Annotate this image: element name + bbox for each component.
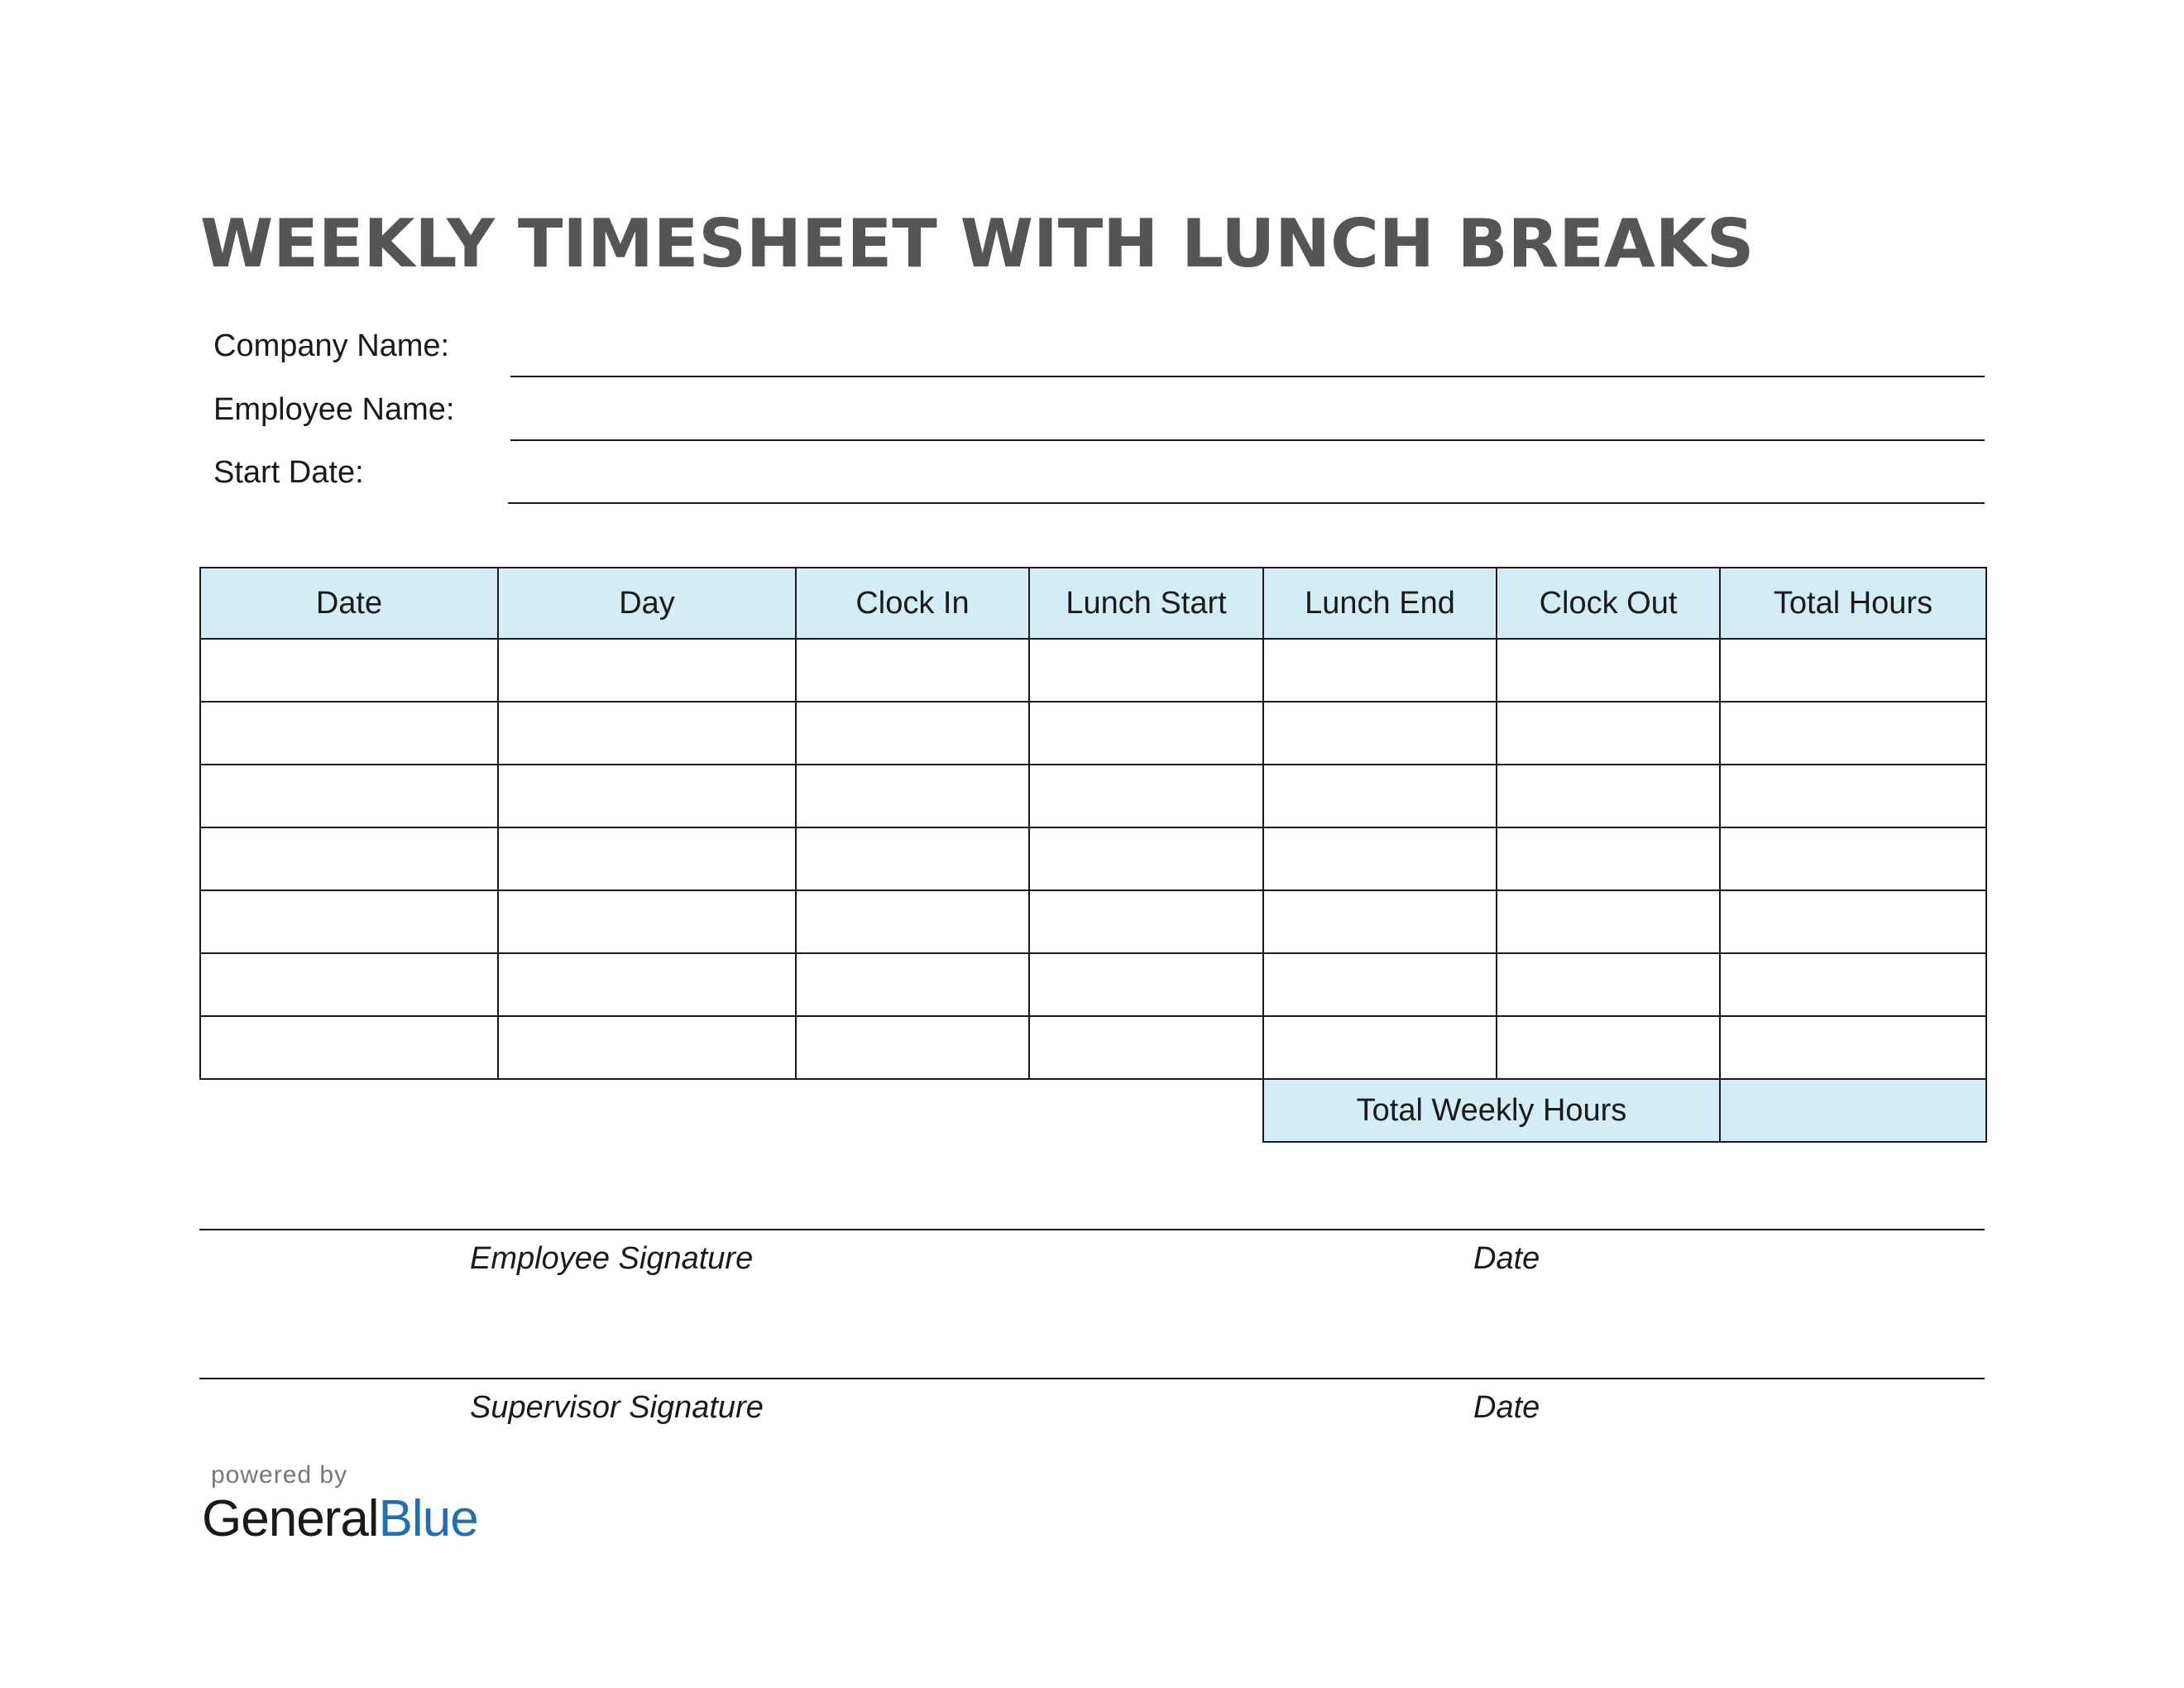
cell-date[interactable] (200, 827, 498, 890)
cell-lunch-start[interactable] (1029, 890, 1263, 953)
total-weekly-hours-label: Total Weekly Hours (1263, 1079, 1720, 1142)
cell-clock-out[interactable] (1497, 890, 1720, 953)
cell-lunch-start[interactable] (1029, 702, 1263, 765)
cell-date[interactable] (200, 890, 498, 953)
cell-date[interactable] (200, 765, 498, 827)
cell-clock-in[interactable] (796, 639, 1029, 702)
table-row (200, 1016, 1986, 1079)
cell-clock-out[interactable] (1497, 702, 1720, 765)
cell-clock-out[interactable] (1497, 639, 1720, 702)
cell-clock-out[interactable] (1497, 765, 1720, 827)
cell-total-hours[interactable] (1720, 827, 1986, 890)
table-header-row (200, 568, 1986, 639)
supervisor-signature-line[interactable] (199, 1378, 1985, 1379)
cell-clock-in[interactable] (796, 702, 1029, 765)
cell-date[interactable] (200, 1016, 498, 1079)
cell-date[interactable] (200, 702, 498, 765)
header-clock-out: Clock Out (1497, 568, 1720, 639)
employee-name-field[interactable] (510, 439, 1985, 441)
cell-clock-in[interactable] (796, 890, 1029, 953)
cell-total-hours[interactable] (1720, 702, 1986, 765)
cell-lunch-start[interactable] (1029, 827, 1263, 890)
cell-clock-in[interactable] (796, 827, 1029, 890)
cell-lunch-end[interactable] (1263, 827, 1497, 890)
header-lunch-start: Lunch Start (1029, 568, 1263, 639)
header-clock-in: Clock In (796, 568, 1029, 639)
brand-general: General (202, 1490, 379, 1547)
cell-date[interactable] (200, 639, 498, 702)
cell-clock-in[interactable] (796, 1016, 1029, 1079)
cell-lunch-start[interactable] (1029, 765, 1263, 827)
cell-clock-out[interactable] (1497, 1016, 1720, 1079)
table-row (200, 953, 1986, 1016)
cell-total-hours[interactable] (1720, 765, 1986, 827)
table-row (200, 639, 1986, 702)
spacer (200, 1079, 1263, 1142)
table-row (200, 890, 1986, 953)
start-date-field[interactable] (508, 502, 1985, 504)
cell-day[interactable] (498, 890, 796, 953)
table-row (200, 827, 1986, 890)
table-row (200, 765, 1986, 827)
employee-signature-label: Employee Signature (470, 1241, 754, 1276)
cell-day[interactable] (498, 639, 796, 702)
cell-lunch-start[interactable] (1029, 953, 1263, 1016)
cell-date[interactable] (200, 953, 498, 1016)
header-lunch-end: Lunch End (1263, 568, 1497, 639)
company-name-field[interactable] (510, 376, 1985, 377)
start-date-label: Start Date: (213, 455, 364, 490)
total-weekly-row (200, 1079, 1986, 1142)
cell-lunch-end[interactable] (1263, 890, 1497, 953)
timesheet-table (199, 567, 1987, 1143)
header-total-hours: Total Hours (1720, 568, 1986, 639)
table-row (200, 702, 1986, 765)
cell-lunch-end[interactable] (1263, 639, 1497, 702)
company-name-label: Company Name: (213, 328, 450, 363)
cell-clock-out[interactable] (1497, 827, 1720, 890)
cell-lunch-end[interactable] (1263, 1016, 1497, 1079)
cell-lunch-end[interactable] (1263, 765, 1497, 827)
employee-date-label: Date (1473, 1241, 1540, 1276)
cell-total-hours[interactable] (1720, 639, 1986, 702)
cell-day[interactable] (498, 1016, 796, 1079)
header-day: Day (498, 568, 796, 639)
cell-clock-in[interactable] (796, 953, 1029, 1016)
generalblue-logo (202, 1489, 478, 1548)
cell-clock-out[interactable] (1497, 953, 1720, 1016)
cell-lunch-end[interactable] (1263, 953, 1497, 1016)
brand-blue: Blue (378, 1490, 478, 1547)
cell-total-hours[interactable] (1720, 953, 1986, 1016)
cell-lunch-end[interactable] (1263, 702, 1497, 765)
employee-name-label: Employee Name: (213, 392, 455, 427)
cell-day[interactable] (498, 765, 796, 827)
cell-day[interactable] (498, 702, 796, 765)
cell-total-hours[interactable] (1720, 890, 1986, 953)
powered-by-text: powered by (211, 1461, 348, 1489)
cell-clock-in[interactable] (796, 765, 1029, 827)
cell-day[interactable] (498, 827, 796, 890)
supervisor-date-label: Date (1473, 1390, 1540, 1425)
cell-day[interactable] (498, 953, 796, 1016)
page-title: WEEKLY TIMESHEET WITH LUNCH BREAKS (200, 205, 1755, 282)
cell-total-hours[interactable] (1720, 1016, 1986, 1079)
cell-lunch-start[interactable] (1029, 639, 1263, 702)
supervisor-signature-label: Supervisor Signature (470, 1390, 764, 1425)
employee-signature-line[interactable] (199, 1229, 1985, 1230)
cell-lunch-start[interactable] (1029, 1016, 1263, 1079)
header-date: Date (200, 568, 498, 639)
total-weekly-hours-value[interactable] (1720, 1079, 1986, 1142)
